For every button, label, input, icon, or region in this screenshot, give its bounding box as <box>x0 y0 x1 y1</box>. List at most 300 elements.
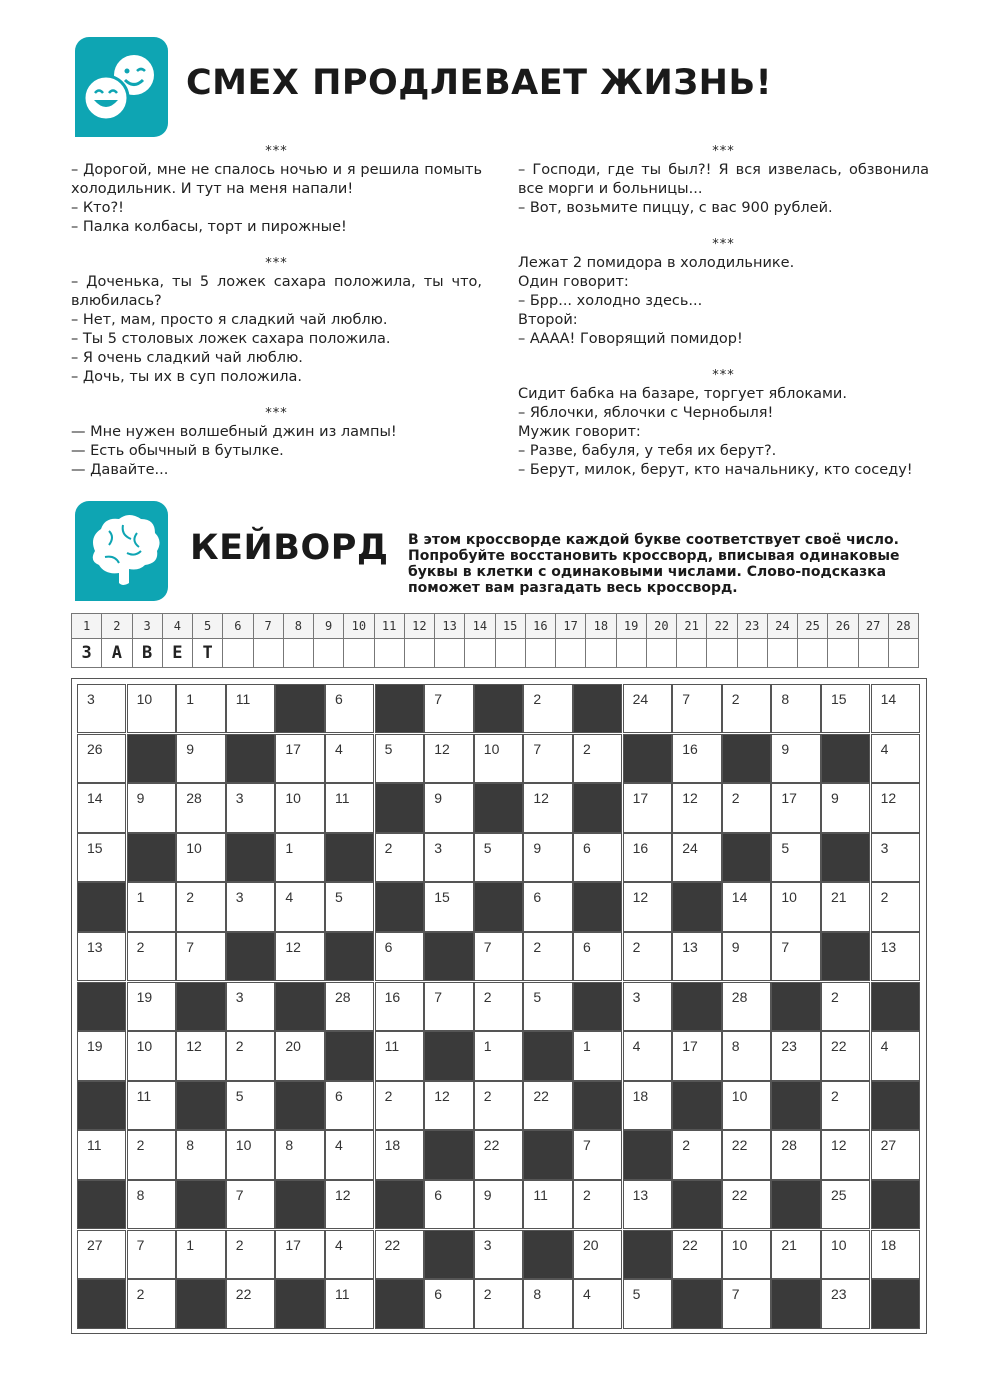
crossword-cell[interactable]: 11 <box>325 1279 374 1328</box>
crossword-cell[interactable]: 22 <box>722 1180 771 1229</box>
crossword-cell[interactable]: 10 <box>722 1230 771 1279</box>
crossword-cell[interactable]: 11 <box>127 1081 176 1130</box>
crossword-cell[interactable]: 5 <box>226 1081 275 1130</box>
crossword-cell[interactable]: 12 <box>424 734 473 783</box>
crossword-cell[interactable]: 24 <box>623 684 672 733</box>
crossword-cell[interactable]: 1 <box>573 1031 622 1080</box>
crossword-cell[interactable]: 16 <box>375 982 424 1031</box>
crossword-cell[interactable]: 3 <box>77 684 126 733</box>
crossword-cell[interactable]: 21 <box>821 882 870 931</box>
crossword-cell[interactable]: 9 <box>474 1180 523 1229</box>
key-number: 14 <box>465 614 495 639</box>
crossword-cell[interactable]: 6 <box>523 882 572 931</box>
crossword-cell[interactable]: 8 <box>127 1180 176 1229</box>
key-number: 20 <box>646 614 676 639</box>
crossword-cell[interactable]: 9 <box>127 783 176 832</box>
crossword-cell[interactable]: 12 <box>424 1081 473 1130</box>
blocked-cell <box>176 982 225 1031</box>
joke-line: – Берут, милок, берут, кто начальнику, кто соседу! <box>518 462 913 478</box>
joke-line: – Кто?! <box>71 200 124 216</box>
blocked-cell <box>226 932 275 981</box>
key-number: 18 <box>586 614 616 639</box>
crossword-cell[interactable]: 27 <box>77 1230 126 1279</box>
blocked-cell <box>424 1031 473 1080</box>
blocked-cell <box>573 982 622 1031</box>
crossword-cell[interactable]: 6 <box>325 1081 374 1130</box>
key-number: 23 <box>737 614 767 639</box>
crossword-cell[interactable]: 14 <box>871 684 920 733</box>
crossword-cell[interactable]: 5 <box>375 734 424 783</box>
key-number: 6 <box>223 614 253 639</box>
blocked-cell <box>325 1031 374 1080</box>
key-number: 22 <box>707 614 737 639</box>
key-number: 27 <box>858 614 888 639</box>
blocked-cell <box>127 833 176 882</box>
crossword-cell[interactable]: 10 <box>474 734 523 783</box>
blocked-cell <box>771 1279 820 1328</box>
blocked-cell <box>523 1130 572 1179</box>
crossword-cell[interactable]: 8 <box>523 1279 572 1328</box>
key-letter-cell[interactable]: В <box>132 639 162 668</box>
key-number: 28 <box>888 614 918 639</box>
crossword-cell[interactable]: 27 <box>871 1130 920 1179</box>
key-letter-cell[interactable] <box>374 639 404 668</box>
joke-line: – АААА! Говорящий помидор! <box>518 331 743 347</box>
crossword-cell[interactable]: 22 <box>722 1130 771 1179</box>
crossword-cell[interactable]: 21 <box>771 1230 820 1279</box>
blocked-cell <box>821 734 870 783</box>
crossword-cell[interactable]: 1 <box>176 1230 225 1279</box>
crossword-cell[interactable]: 8 <box>176 1130 225 1179</box>
key-number: 7 <box>253 614 283 639</box>
crossword-cell[interactable]: 10 <box>275 783 324 832</box>
crossword-cell[interactable]: 2 <box>226 1230 275 1279</box>
key-letter-cell[interactable] <box>465 639 495 668</box>
joke-separator: *** <box>712 237 735 252</box>
key-number: 5 <box>193 614 223 639</box>
crossword-cell[interactable]: 19 <box>127 982 176 1031</box>
joke <box>518 142 929 218</box>
blocked-cell <box>375 1180 424 1229</box>
crossword-cell[interactable]: 12 <box>523 783 572 832</box>
key-letter-cell[interactable]: А <box>102 639 132 668</box>
crossword-cell[interactable]: 7 <box>127 1230 176 1279</box>
crossword-cell[interactable]: 2 <box>623 932 672 981</box>
crossword-cell[interactable]: 1 <box>275 833 324 882</box>
joke-line: – Господи, где ты был?! Я вся извелась, обзвонила все морги и больницы... <box>518 162 929 197</box>
crossword-cell[interactable]: 22 <box>672 1230 721 1279</box>
blocked-cell <box>77 1180 126 1229</box>
blocked-cell <box>722 734 771 783</box>
laugh-icon-box <box>75 37 168 137</box>
blocked-cell <box>871 1279 920 1328</box>
crossword-cell[interactable]: 9 <box>771 734 820 783</box>
blocked-cell <box>424 1230 473 1279</box>
joke <box>71 142 482 237</box>
crossword-cell[interactable]: 2 <box>821 1081 870 1130</box>
crossword-cell[interactable]: 2 <box>672 1130 721 1179</box>
joke-line: Второй: <box>518 312 578 328</box>
crossword-cell[interactable]: 10 <box>127 684 176 733</box>
key-letter-cell[interactable] <box>253 639 283 668</box>
key-letter-cell[interactable] <box>767 639 797 668</box>
key-letter-cell[interactable] <box>616 639 646 668</box>
blocked-cell <box>573 1081 622 1130</box>
crossword-cell[interactable]: 22 <box>375 1230 424 1279</box>
joke-separator: *** <box>712 368 735 383</box>
blocked-cell <box>623 1130 672 1179</box>
joke-line: — Мне нужен волшебный джин из лампы! <box>71 424 397 440</box>
blocked-cell <box>424 1130 473 1179</box>
crossword-cell[interactable]: 16 <box>672 734 721 783</box>
crossword-cell[interactable]: 2 <box>474 982 523 1031</box>
crossword-cell[interactable]: 13 <box>77 932 126 981</box>
key-letter-cell[interactable] <box>858 639 888 668</box>
crossword-cell[interactable]: 8 <box>771 684 820 733</box>
joke-line: – Вот, возьмите пиццу, с вас 900 рублей. <box>518 200 833 216</box>
crossword-cell[interactable]: 16 <box>623 833 672 882</box>
blocked-cell <box>77 1279 126 1328</box>
crossword-cell[interactable]: 1 <box>176 684 225 733</box>
crossword-cell[interactable]: 11 <box>325 783 374 832</box>
crossword-cell[interactable]: 5 <box>771 833 820 882</box>
crossword-cell[interactable]: 2 <box>127 1130 176 1179</box>
crossword-cell[interactable]: 7 <box>226 1180 275 1229</box>
blocked-cell <box>474 783 523 832</box>
blocked-cell <box>275 1279 324 1328</box>
crossword-cell[interactable]: 10 <box>821 1230 870 1279</box>
key-letter-cell[interactable]: З <box>72 639 102 668</box>
crossword-cell[interactable]: 28 <box>771 1130 820 1179</box>
key-number: 17 <box>556 614 586 639</box>
crossword-cell[interactable]: 2 <box>722 684 771 733</box>
crossword-cell[interactable]: 12 <box>821 1130 870 1179</box>
joke-separator: *** <box>265 256 288 271</box>
joke-line: – Нет, мам, просто я сладкий чай люблю. <box>71 312 388 328</box>
crossword-cell[interactable]: 4 <box>275 882 324 931</box>
blocked-cell <box>722 833 771 882</box>
crossword-cell[interactable]: 6 <box>573 932 622 981</box>
crossword-cell[interactable]: 2 <box>375 1081 424 1130</box>
key-letter-cell[interactable] <box>737 639 767 668</box>
crossword-cell[interactable]: 4 <box>325 734 374 783</box>
crossword-cell[interactable]: 7 <box>523 734 572 783</box>
key-letter-cell[interactable]: Е <box>162 639 192 668</box>
blocked-cell <box>77 1081 126 1130</box>
crossword-cell[interactable]: 12 <box>176 1031 225 1080</box>
crossword-cell[interactable]: 7 <box>672 684 721 733</box>
crossword-cell[interactable]: 7 <box>722 1279 771 1328</box>
joke <box>71 404 482 480</box>
key-number: 10 <box>344 614 374 639</box>
crossword-cell[interactable]: 3 <box>623 982 672 1031</box>
crossword-cell[interactable]: 3 <box>226 783 275 832</box>
crossword-cell[interactable]: 9 <box>722 932 771 981</box>
crossword-cell[interactable]: 14 <box>77 783 126 832</box>
crossword-cell[interactable]: 13 <box>672 932 721 981</box>
crossword-cell[interactable]: 22 <box>821 1031 870 1080</box>
key-number: 13 <box>435 614 465 639</box>
brain-icon-box <box>75 501 168 601</box>
crossword-cell[interactable]: 8 <box>275 1130 324 1179</box>
crossword-cell[interactable]: 9 <box>821 783 870 832</box>
crossword-cell[interactable]: 12 <box>672 783 721 832</box>
crossword-cell[interactable]: 2 <box>127 1279 176 1328</box>
crossword-cell[interactable]: 18 <box>375 1130 424 1179</box>
joke-line: – Ты 5 столовых ложек сахара положила. <box>71 331 391 347</box>
key-number: 16 <box>525 614 555 639</box>
crossword-cell[interactable]: 6 <box>325 684 374 733</box>
key-number: 4 <box>162 614 192 639</box>
crossword-cell[interactable]: 10 <box>127 1031 176 1080</box>
blocked-cell <box>127 734 176 783</box>
crossword-cell[interactable]: 4 <box>871 1031 920 1080</box>
crossword-cell[interactable]: 25 <box>821 1180 870 1229</box>
key-number: 2 <box>102 614 132 639</box>
crossword-cell[interactable]: 2 <box>573 734 622 783</box>
crossword-cell[interactable]: 2 <box>474 1279 523 1328</box>
crossword-cell[interactable]: 22 <box>523 1081 572 1130</box>
blocked-cell <box>672 1180 721 1229</box>
crossword-cell[interactable]: 3 <box>226 982 275 1031</box>
crossword-cell[interactable]: 2 <box>573 1180 622 1229</box>
crossword-cell[interactable]: 17 <box>275 1230 324 1279</box>
blocked-cell <box>871 1180 920 1229</box>
crossword-cell[interactable]: 4 <box>325 1230 374 1279</box>
blocked-cell <box>871 1081 920 1130</box>
blocked-cell <box>623 734 672 783</box>
key-letter-cell[interactable] <box>314 639 344 668</box>
blocked-cell <box>821 932 870 981</box>
crossword-cell[interactable]: 11 <box>375 1031 424 1080</box>
key-number: 1 <box>72 614 102 639</box>
key-number: 3 <box>132 614 162 639</box>
blocked-cell <box>771 1081 820 1130</box>
crossword-cell[interactable]: 5 <box>523 982 572 1031</box>
crossword-cell[interactable]: 2 <box>871 882 920 931</box>
key-number: 24 <box>767 614 797 639</box>
crossword-cell[interactable]: 1 <box>474 1031 523 1080</box>
jokes-right-column <box>518 142 929 497</box>
crossword-cell[interactable]: 12 <box>275 932 324 981</box>
joke-line: – Разве, бабуля, у тебя их берут?. <box>518 443 777 459</box>
joke-separator: *** <box>712 144 735 159</box>
crossword-cell[interactable]: 5 <box>325 882 374 931</box>
blocked-cell <box>771 982 820 1031</box>
blocked-cell <box>375 1279 424 1328</box>
crossword-cell[interactable]: 15 <box>77 833 126 882</box>
crossword-cell[interactable]: 14 <box>722 882 771 931</box>
blocked-cell <box>275 1180 324 1229</box>
key-number: 15 <box>495 614 525 639</box>
crossword-cell[interactable]: 10 <box>226 1130 275 1179</box>
key-letter-cell[interactable] <box>586 639 616 668</box>
joke-line: – Брр... холодно здесь... <box>518 293 703 309</box>
crossword-cell[interactable]: 2 <box>523 932 572 981</box>
crossword-cell[interactable]: 3 <box>474 1230 523 1279</box>
crossword-cell[interactable]: 17 <box>771 783 820 832</box>
blocked-cell <box>573 783 622 832</box>
blocked-cell <box>672 982 721 1031</box>
key-letter-cell[interactable] <box>677 639 707 668</box>
crossword-cell[interactable]: 9 <box>176 734 225 783</box>
crossword-cell[interactable]: 17 <box>275 734 324 783</box>
crossword-cell[interactable]: 24 <box>672 833 721 882</box>
key-number: 11 <box>374 614 404 639</box>
crossword-cell[interactable]: 23 <box>821 1279 870 1328</box>
jokes-left-column <box>71 142 482 497</box>
crossword-cell[interactable]: 18 <box>871 1230 920 1279</box>
blocked-cell <box>226 833 275 882</box>
crossword-cell[interactable]: 10 <box>176 833 225 882</box>
crossword-cell[interactable]: 2 <box>821 982 870 1031</box>
key-letter-cell[interactable] <box>798 639 828 668</box>
crossword-cell[interactable]: 5 <box>474 833 523 882</box>
key-letter-cell[interactable] <box>404 639 434 668</box>
crossword-cell[interactable]: 22 <box>474 1130 523 1179</box>
crossword-cell[interactable]: 26 <box>77 734 126 783</box>
crossword-cell[interactable]: 5 <box>623 1279 672 1328</box>
crossword-cell[interactable]: 6 <box>573 833 622 882</box>
key-number: 19 <box>616 614 646 639</box>
crossword-cell[interactable]: 17 <box>623 783 672 832</box>
blocked-cell <box>226 734 275 783</box>
crossword-cell[interactable]: 11 <box>523 1180 572 1229</box>
crossword-cell[interactable]: 4 <box>871 734 920 783</box>
crossword-cell[interactable]: 2 <box>127 932 176 981</box>
crossword-cell[interactable]: 11 <box>226 684 275 733</box>
crossword-cell[interactable]: 23 <box>771 1031 820 1080</box>
crossword-cell[interactable]: 15 <box>424 882 473 931</box>
crossword-cell[interactable]: 7 <box>573 1130 622 1179</box>
crossword-cell[interactable]: 2 <box>226 1031 275 1080</box>
joke-line: – Я очень сладкий чай люблю. <box>71 350 303 366</box>
crossword-cell[interactable]: 6 <box>424 1180 473 1229</box>
key-letter-cell[interactable] <box>223 639 253 668</box>
section1-title: СМЕХ ПРОДЛЕВАЕТ ЖИЗНЬ! <box>186 63 773 103</box>
crossword-cell[interactable]: 8 <box>722 1031 771 1080</box>
crossword-instructions: В этом кроссворде каждой букве соответствует своё число. Попробуйте восстановить кроссворд, вписывая одинаковые буквы в клетки с одинаковыми числами. Слово-подсказка поможет вам разгадать весь кроссворд. <box>408 532 900 596</box>
crossword-cell[interactable]: 28 <box>176 783 225 832</box>
crossword-cell[interactable]: 4 <box>325 1130 374 1179</box>
joke-separator: *** <box>265 406 288 421</box>
blocked-cell <box>424 932 473 981</box>
key-letter-cell[interactable] <box>646 639 676 668</box>
crossword-cell[interactable]: 11 <box>77 1130 126 1179</box>
blocked-cell <box>474 882 523 931</box>
blocked-cell <box>325 833 374 882</box>
crossword-cell[interactable]: 12 <box>325 1180 374 1229</box>
crossword-cell[interactable]: 4 <box>623 1031 672 1080</box>
key-letter-cell[interactable] <box>344 639 374 668</box>
key-letter-cell[interactable] <box>283 639 313 668</box>
crossword-cell[interactable]: 18 <box>623 1081 672 1130</box>
joke <box>518 366 929 480</box>
crossword-cell[interactable]: 7 <box>771 932 820 981</box>
blocked-cell <box>375 882 424 931</box>
blocked-cell <box>821 833 870 882</box>
key-letter-cell[interactable] <box>888 639 918 668</box>
crossword-cell[interactable]: 2 <box>375 833 424 882</box>
crossword-cell[interactable]: 9 <box>424 783 473 832</box>
crossword-cell[interactable]: 20 <box>573 1230 622 1279</box>
crossword-cell[interactable]: 1 <box>127 882 176 931</box>
crossword-cell[interactable]: 10 <box>771 882 820 931</box>
joke <box>518 235 929 349</box>
blocked-cell <box>573 882 622 931</box>
key-letter-cell[interactable] <box>525 639 555 668</box>
crossword-cell[interactable]: 12 <box>623 882 672 931</box>
crossword-cell[interactable]: 19 <box>77 1031 126 1080</box>
joke-line: – Яблочки, яблочки с Чернобыля! <box>518 405 774 421</box>
crossword-cell[interactable]: 7 <box>474 932 523 981</box>
crossword-cell[interactable]: 7 <box>424 684 473 733</box>
key-letter-cell[interactable] <box>435 639 465 668</box>
crossword-cell[interactable]: 28 <box>722 982 771 1031</box>
key-letter-cell[interactable] <box>556 639 586 668</box>
key-letter-cell[interactable]: Т <box>193 639 223 668</box>
joke-line: — Давайте... <box>71 462 169 478</box>
crossword-cell[interactable]: 6 <box>424 1279 473 1328</box>
key-letter-cell[interactable] <box>828 639 858 668</box>
crossword-cell[interactable]: 3 <box>871 833 920 882</box>
key-letter-cell[interactable] <box>495 639 525 668</box>
crossword-cell[interactable]: 12 <box>871 783 920 832</box>
crossword-cell[interactable]: 2 <box>176 882 225 931</box>
blocked-cell <box>275 1081 324 1130</box>
crossword-cell[interactable]: 17 <box>672 1031 721 1080</box>
blocked-cell <box>176 1081 225 1130</box>
crossword-frame <box>71 678 927 1334</box>
blocked-cell <box>672 1279 721 1328</box>
crossword-cell[interactable]: 7 <box>176 932 225 981</box>
blocked-cell <box>375 783 424 832</box>
blocked-cell <box>176 1180 225 1229</box>
joke-line: – Палка колбасы, торт и пирожные! <box>71 219 347 235</box>
crossword-cell[interactable]: 9 <box>523 833 572 882</box>
joke-line: Один говорит: <box>518 274 629 290</box>
crossword-cell[interactable]: 2 <box>523 684 572 733</box>
crossword-cell[interactable]: 7 <box>424 982 473 1031</box>
crossword-cell[interactable]: 10 <box>722 1081 771 1130</box>
crossword-cell[interactable]: 20 <box>275 1031 324 1080</box>
crossword-cell[interactable]: 28 <box>325 982 374 1031</box>
crossword-cell[interactable]: 3 <box>226 882 275 931</box>
brain-icon <box>75 501 168 601</box>
crossword-cell[interactable]: 4 <box>573 1279 622 1328</box>
blocked-cell <box>474 684 523 733</box>
crossword-cell[interactable]: 2 <box>722 783 771 832</box>
key-letter-cell[interactable] <box>707 639 737 668</box>
crossword-cell[interactable]: 22 <box>226 1279 275 1328</box>
crossword-cell[interactable]: 6 <box>375 932 424 981</box>
blocked-cell <box>672 1081 721 1130</box>
crossword-cell[interactable]: 13 <box>871 932 920 981</box>
blocked-cell <box>523 1230 572 1279</box>
blocked-cell <box>375 684 424 733</box>
crossword-cell[interactable]: 3 <box>424 833 473 882</box>
blocked-cell <box>275 982 324 1031</box>
crossword-cell[interactable]: 15 <box>821 684 870 733</box>
blocked-cell <box>573 684 622 733</box>
key-number: 8 <box>283 614 313 639</box>
key-number: 12 <box>404 614 434 639</box>
crossword-cell[interactable]: 13 <box>623 1180 672 1229</box>
joke <box>71 254 482 387</box>
blocked-cell <box>77 882 126 931</box>
key-number: 21 <box>677 614 707 639</box>
crossword-cell[interactable]: 2 <box>474 1081 523 1130</box>
